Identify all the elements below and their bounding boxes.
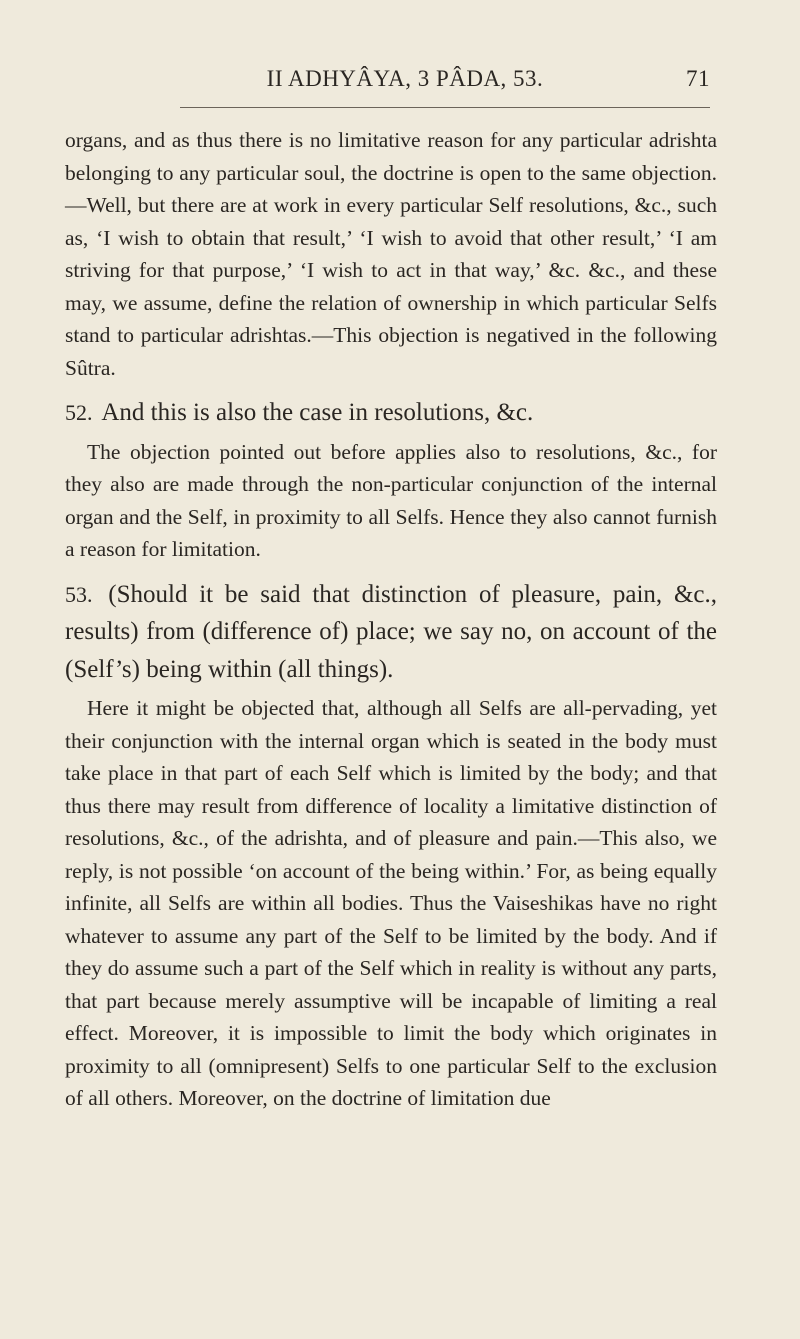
sutra-text: And this is also the case in resolutions, &c. <box>101 399 534 426</box>
sutra-number: 53. <box>65 581 93 607</box>
commentary-53: Here it might be objected that, although all Selfs are all-pervading, yet their conjunction with the internal organ which is seated in the body must take place in that part of each Self which is limited by the body; and that thus there may result from difference of locality a limitative distinction of resolutions, &c., of the adrishta, and of pleasure and pain.—This also, we reply, is not possible ‘on account of the being within.’ For, as being equally infinite, all Selfs are within all bodies. Thus the Vaiseshikas have no right whatever to assume any part of the Self to be limited by the body. And if they do assume such a part of the Self which in reality is without any parts, that part because merely assumptive will be incapable of limiting a real effect. Moreover, it is impossible to limit the body which originates in proximity to all (omnipresent) Selfs to one particular Self to the exclusion of all others. Moreover, on the doctrine of limitation due <box>65 696 717 1110</box>
page-number: 71 <box>686 66 710 91</box>
page-header <box>100 62 710 98</box>
sutra-53 <box>65 576 717 689</box>
page-body <box>65 124 717 1115</box>
header-rule <box>180 107 710 108</box>
sutra-52 <box>65 394 717 432</box>
sutra-number: 52. <box>65 400 93 425</box>
sutra-text: (Should it be said that distinction of pleasure, pain, &c., results) from (difference of) place; we say no, on account of the (Self’s) being within (all things). <box>65 580 717 683</box>
paragraph-continuation: organs, and as thus there is no limitative reason for any particular adrishta belonging to any particular soul, the doctrine is open to the same objection.—Well, but there are at work in every particular Self resolutions, &c., such as, ‘I wish to obtain that result,’ ‘I wish to avoid that other result,’ ‘I am striving for that purpose,’ ‘I wish to act in that way,’ &c. &c., and these may, we assume, define the relation of ownership in which particular Selfs stand to particular adrishtas.—This objection is negatived in the following Sûtra. <box>65 128 717 380</box>
running-title: II ADHYÂYA, 3 PÂDA, 53. <box>266 66 544 91</box>
commentary-52: The objection pointed out before applies also to resolutions, &c., for they also are made through the non-particular conjunction of the internal organ and the Self, in proximity to all Selfs. Hence they also cannot furnish a reason for limitation. <box>65 439 717 561</box>
